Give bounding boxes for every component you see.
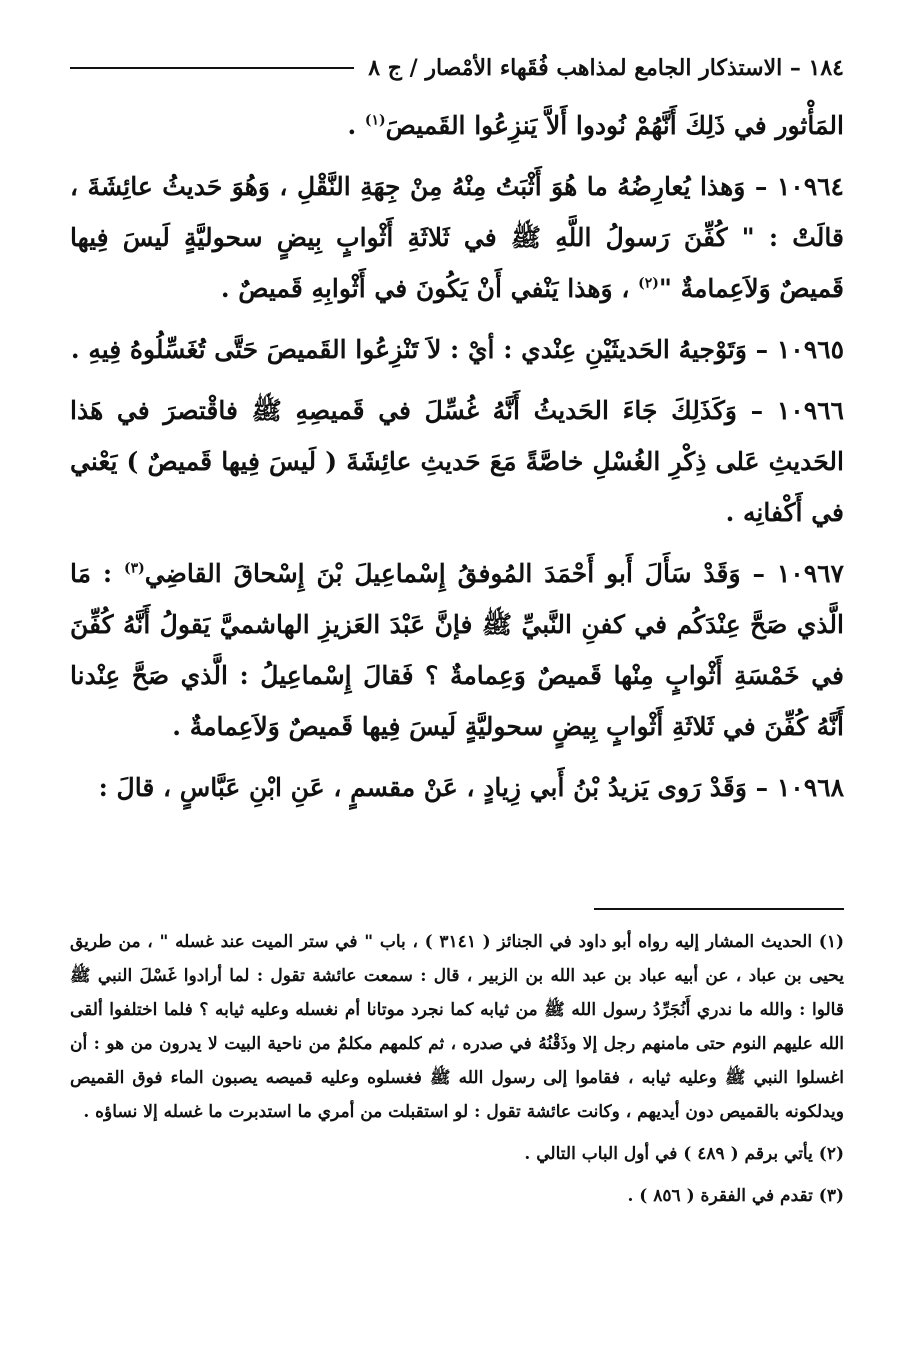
- footnote-text: الحديث المشار إليه رواه أبو داود في الجنائز ( ٣١٤١ ) ، باب " في ستر الميت عند غسله " ، من طريق يحيى بن عباد ، عن أبيه عباد بن عبد الله بن الزبير ، قال : سمعت عائشة تقول : لما أرادوا غَسْلَ النبي ﷺ قالوا : والله ما ندري أَنُجَرِّدُ رسول الله ﷺ من ثيابه كما نجرد موتانا أم نغسله وعليه ثيابه ؟ فلما اختلفوا ألقى الله عليهم النوم حتى مامنهم رجل إلا وذَقْنُهُ في صدره ، ثم كلمهم مكلمٌ من ناحية البيت لا يدرون من هو : أن اغسلوا النبي ﷺ وعليه ثيابه ، فقاموا إلى رسول الله ﷺ فغسلوه وعليه قميصه يصبون الماء فوق القميص ويدلكونه بالقميص دون أيديهم ، وكانت عائشة تقول : لو استقبلت من أمري ما استدبرت ما غسله إلا نساؤه .: [70, 932, 844, 1122]
- paragraph-tail: .: [347, 111, 365, 140]
- paragraph-text: وَكَذَلِكَ جَاءَ الحَديثُ أَنَّهُ غُسِّلَ في قَميصِهِ ﷺ فاقْتصرَ في هَذا الحَديثِ عَلى ذِكْرِ الغُسْلِ خاصَّةً مَعَ حَديثِ عائِشَةَ ( لَيسَ فِيها قَميصٌ ) يَعْني في أَكْفانِه .: [70, 396, 844, 527]
- paragraph-text: وَهذا يُعارِضُهُ ما هُوَ أَثْبَتُ مِنْهُ مِنْ جِهَةِ النَّقْلِ ، وَهُوَ حَديثُ عائِشَةَ ، قالَتْ : " كُفِّنَ رَسولُ اللَّهِ ﷺ في ثَلاثَةِ أَثْوابٍ بِيضٍ سحوليَّةٍ لَيسَ فِيها قَميصٌ وَلاَعِمامةٌ ": [70, 172, 844, 303]
- paragraph: [70, 548, 844, 752]
- paragraph-tail: : مَا الَّذي صَحَّ عِنْدَكُم في كفنِ النَّبيِّ ﷺ فإنَّ عَبْدَ العَزيزِ الهاشميَّ يَقولُ أَنَّهُ كُفِّنَ في خَمْسَةِ أَثْوابٍ مِنْها قَميصٌ وَعِمامةٌ ؟ فَقالَ إِسْماعِيلُ : الَّذي صَحَّ عِنْدنا أَنَّهُ كُفِّنَ في ثَلاثَةِ أَثْوابٍ بِيضٍ سحوليَّةٍ لَيسَ فِيها قَميصٌ وَلاَعِمامةٌ .: [70, 559, 844, 741]
- footnote-marker: (٢): [818, 1144, 844, 1164]
- page-header: [70, 48, 844, 88]
- paragraph: [70, 324, 844, 375]
- paragraph-text: المَأْثور في ذَلِكَ أَنَّهُمْ نُودوا أَلاَّ يَنزِعُوا القَميصَ: [385, 111, 844, 140]
- paragraph-tail: ، وَهذا يَنْفي أَنْ يَكُونَ في أَثْوابِهِ قَميصٌ .: [220, 274, 639, 303]
- paragraph: [70, 100, 844, 151]
- paragraph-number: ١٠٩٦٨ –: [755, 773, 844, 802]
- footnote: [70, 1179, 844, 1213]
- footnote-ref: (٢): [638, 275, 659, 292]
- footnote-ref: (١): [364, 112, 386, 129]
- paragraph-number: ١٠٩٦٤ –: [754, 172, 844, 201]
- footnote: [70, 925, 844, 1129]
- footnotes: [70, 925, 844, 1221]
- footnote-separator: [594, 908, 844, 910]
- running-header-title: ١٨٤ – الاستذكار الجامع لمذاهب فُقَهاء الأمْصار / ج ٨: [368, 55, 844, 81]
- paragraph-number: ١٠٩٦٧ –: [752, 559, 844, 588]
- paragraph: [70, 762, 844, 813]
- paragraph-text: وَقَدْ سَأَلَ أَبو أَحْمَدَ المُوفقُ إِسْماعِيلَ بْنَ إِسْحاقَ القاضِي: [144, 559, 753, 588]
- footnote: [70, 1137, 844, 1171]
- footnote-marker: (١): [818, 932, 844, 952]
- paragraph: [70, 385, 844, 538]
- paragraph-text: وَتَوْجيهُ الحَديثَيْنِ عِنْدي : أيْ : لاَ تَنْزِعُوا القَميصَ حَتَّى تُغَسِّلُوهُ فِيهِ .: [70, 335, 756, 364]
- paragraph-number: ١٠٩٦٥ –: [755, 335, 844, 364]
- header-rule: [70, 67, 354, 69]
- main-text: [70, 100, 844, 823]
- paragraph-number: ١٠٩٦٦ –: [750, 396, 844, 425]
- footnote-text: تقدم في الفقرة ( ٨٥٦ ) .: [627, 1186, 819, 1206]
- footnote-ref: (٣): [124, 560, 145, 577]
- paragraph-text: وَقَدْ رَوى يَزيدُ بْنُ أَبي زِيادٍ ، عَنْ مقسمٍ ، عَنِ ابْنِ عَبَّاسٍ ، قالَ :: [98, 773, 756, 802]
- paragraph: [70, 161, 844, 314]
- footnote-marker: (٣): [818, 1186, 844, 1206]
- footnote-text: يأتي برقم ( ٤٨٩ ) في أول الباب التالي .: [524, 1144, 819, 1164]
